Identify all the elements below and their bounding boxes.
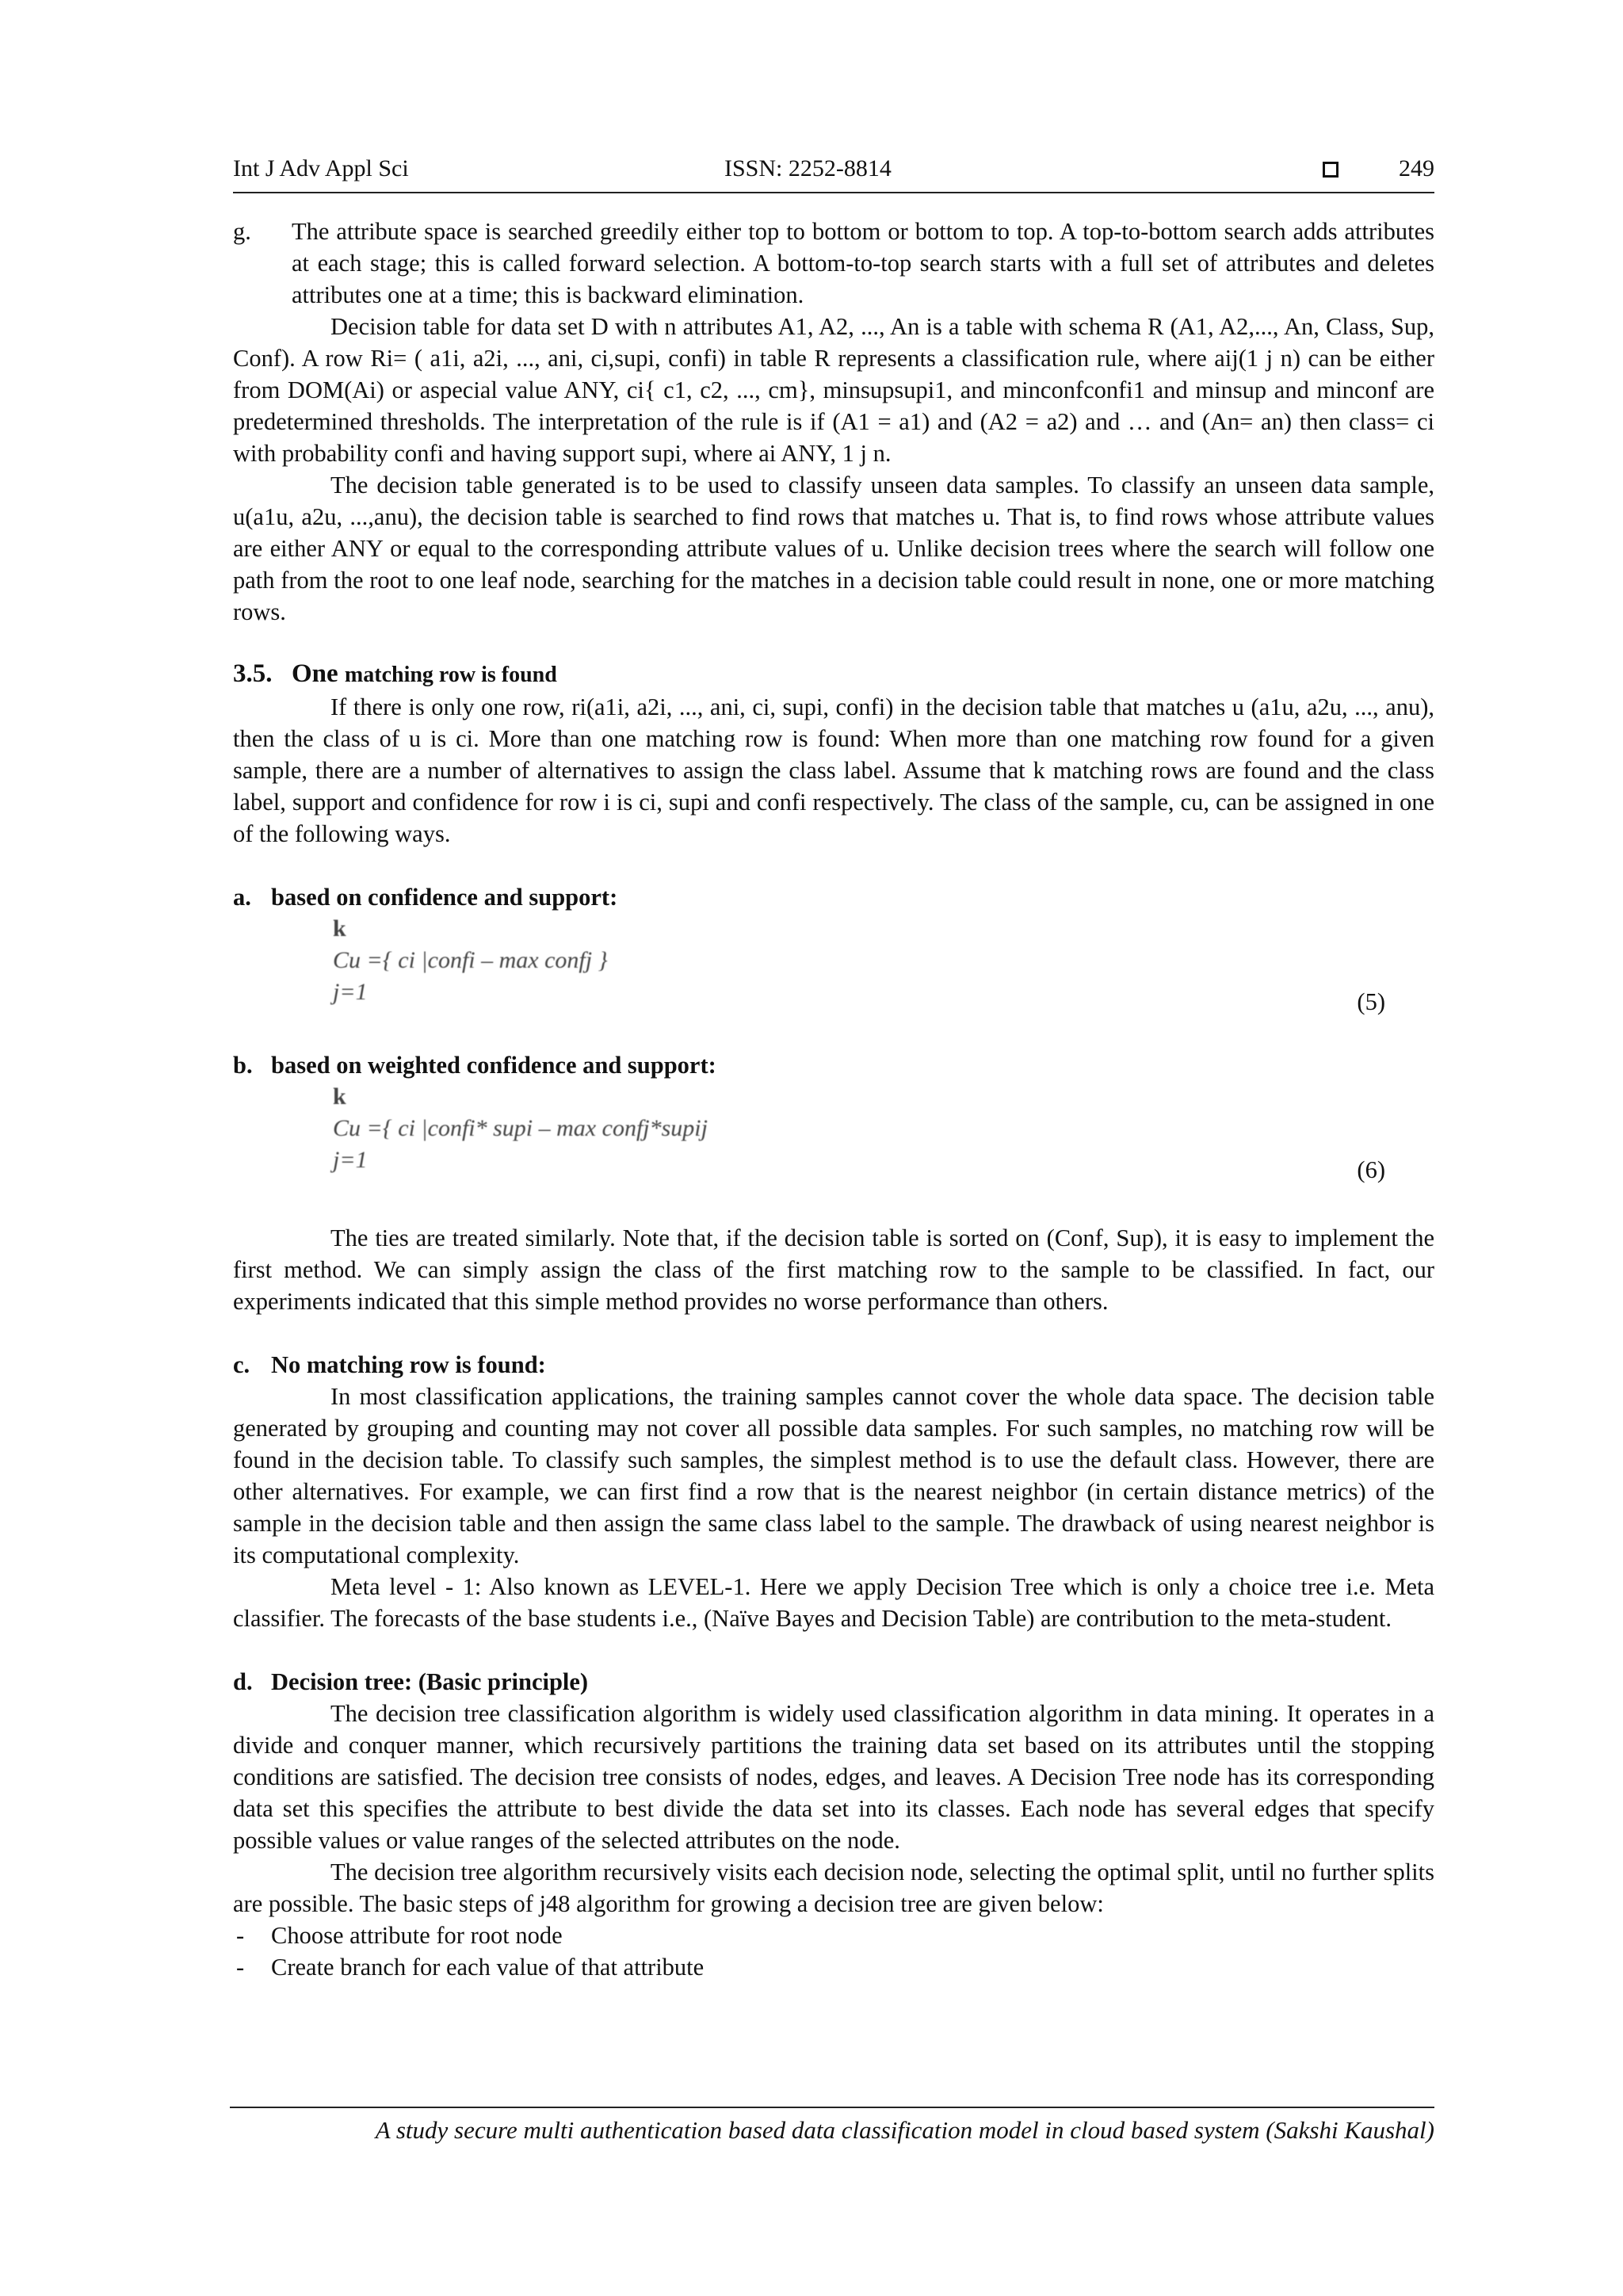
issn: ISSN: 2252-8814 [724, 155, 892, 181]
equation-upper-limit: k [333, 915, 346, 942]
equation-number: (5) [1357, 988, 1385, 1015]
subheading-title: based on confidence and support: [271, 884, 618, 911]
subheading-c [233, 1349, 1434, 1381]
journal-name: Int J Adv Appl Sci [233, 155, 409, 181]
subheading-title: No matching row is found: [271, 1351, 546, 1378]
paragraph-decision-tree-steps: The decision tree algorithm recursively visits each decision node, selecting the optimal split, until no further splits are possible. The basic steps of j48 algorithm for growing a decision tree are given below: [233, 1859, 1434, 1917]
equation-5 [233, 913, 1434, 1048]
dash-marker: - [236, 1922, 245, 1949]
paragraph-classify-unseen: The decision table generated is to be used to classify unseen data samples. To classify an unseen data sample, u(a1u, a2u, ...,anu), the decision table is searched to find rows that matches u. That is, to find rows whose attribute values are either ANY or equal to the corresponding attribute values of u. Unlike decision trees where the search will follow one path from the root to one leaf node, searching for the matches in a decision table could result in none, one or more matching rows. [233, 472, 1434, 625]
step-item [233, 1951, 1434, 1983]
section-title-big: One [292, 659, 338, 688]
paragraph-decision-table: Decision table for data set D with n attributes A1, A2, ..., An is a table with schema R (A1, A2,..., An, Class, Sup, Conf). A row Ri= ( a1i, a2i, ..., ani, ci,supi, confi) in table R represents a classification rule, where aij(1 j n) can be either from DOM(Ai) or aspecial value ANY, ci{ c1, c2, ..., cm}, minsupsupi1, and minconfconfi1 and minsup and minconf are predetermined thresholds. The interpretation of the rule is if (A1 = a1) and (A2 = a2) and … and (An= an) then class= ci with probability confi and having support supi, where ai ANY, 1 j n. [233, 313, 1434, 467]
equation-image [333, 913, 608, 1008]
subheading-marker: c. [233, 1351, 250, 1378]
paragraph-meta-level: Meta level - 1: Also known as LEVEL-1. Here we apply Decision Tree which is only a choice tree i.e. Meta classifier. The forecasts of the base students i.e., (Naïve Bayes and Decision Table) are contribution to the meta-student. [233, 1573, 1434, 1632]
equation-6 [233, 1081, 1434, 1216]
dash-marker: - [236, 1954, 245, 1981]
subheading-marker: b. [233, 1052, 253, 1079]
subheading-d [233, 1666, 1434, 1698]
list-marker: g. [233, 218, 251, 245]
equation-lower-limit: j=1 [333, 979, 368, 1005]
list-item-g [233, 216, 1434, 311]
subheading-title: Decision tree: (Basic principle) [271, 1668, 589, 1695]
equation-body: Cu ={ ci |confi – max confj } [333, 947, 608, 973]
step-text: Choose attribute for root node [271, 1922, 563, 1949]
running-footer: A study secure multi authentication based data classification model in cloud based system (Sakshi Kaushal) [230, 2107, 1434, 2145]
list-item-text: The attribute space is searched greedily either top to bottom or bottom to top. A top-to-bottom search adds attributes at each stage; this is called forward selection. A bottom-to-top search starts with a full set of attributes and deletes attributes one at a time; this is backward elimination. [292, 218, 1434, 308]
section-number: 3.5. [233, 659, 273, 688]
step-text: Create branch for each value of that attribute [271, 1954, 705, 1981]
equation-lower-limit: j=1 [333, 1147, 368, 1173]
paragraph-one-matching-row: If there is only one row, ri(a1i, a2i, ..., ani, ci, supi, confi) in the decision table that matches u (a1u, a2u, ..., anu), then the class of u is ci. More than one matching row is found: When more than one matching row found for a given sample, there are a number of alternatives to assign the class label. Assume that k matching rows are found and the class label, support and confidence for row i is ci, supi and confi respectively. The class of the sample, cu, can be assigned in one of the following ways. [233, 693, 1434, 847]
subheading-b [233, 1049, 1434, 1081]
subheading-a [233, 881, 1434, 913]
paragraph-ties: The ties are treated similarly. Note that, if the decision table is sorted on (Conf, Sup), it is easy to implement the first method. We can simply assign the class of the first matching row to the sample to be classified. In fact, our experiments indicated that this simple method provides no worse performance than others. [233, 1224, 1434, 1315]
subheading-title: based on weighted confidence and support: [271, 1052, 716, 1079]
section-title-small: matching row is found [344, 663, 557, 687]
equation-upper-limit: k [333, 1083, 346, 1110]
page-body [233, 216, 1434, 1983]
equation-image [333, 1081, 708, 1176]
equation-body: Cu ={ ci |confi* supi – max confj*supij [333, 1115, 708, 1141]
step-item [233, 1920, 1434, 1951]
subheading-marker: a. [233, 884, 251, 911]
checkbox-square-icon [1323, 162, 1338, 178]
running-header [233, 155, 1434, 193]
section-heading-3-5 [233, 658, 1434, 691]
paragraph-no-matching-row: In most classification applications, the training samples cannot cover the whole data space. The decision table generated by grouping and counting may not cover all possible data samples. For such samples, no matching row will be found in the decision table. To classify such samples, the simplest method is to use the default class. However, there are other alternatives. For example, we can first find a row that is the nearest neighbor (in certain distance metrics) of the sample in the decision table and then assign the same class label to the sample. The drawback of using nearest neighbor is its computational complexity. [233, 1383, 1434, 1568]
paragraph-decision-tree: The decision tree classification algorithm is widely used classification algorithm in data mining. It operates in a divide and conquer manner, which recursively partitions the training data set based on its attributes until the stopping conditions are satisfied. The decision tree consists of nodes, edges, and leaves. A Decision Tree node has its corresponding data set this specifies the attribute to best divide the data set into its classes. Each node has several edges that specify possible values or value ranges of the selected attributes on the node. [233, 1700, 1434, 1854]
subheading-marker: d. [233, 1668, 253, 1695]
equation-number: (6) [1357, 1156, 1385, 1183]
page-number: 249 [1399, 155, 1434, 181]
